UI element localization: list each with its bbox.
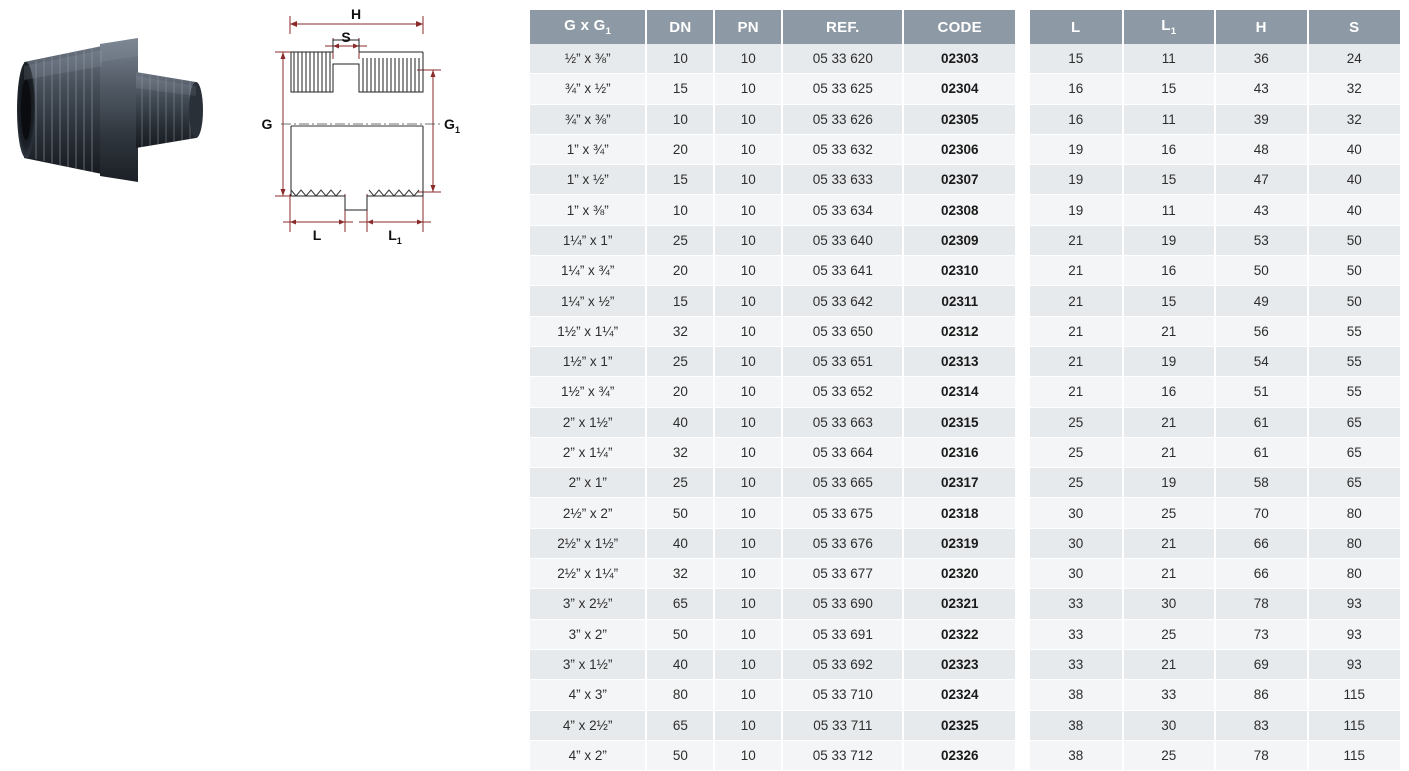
left-cell-r17-c2: 10 — [714, 559, 782, 589]
table-row — [1030, 468, 1400, 498]
left-cell-r22-c3: 05 33 711 — [782, 710, 903, 740]
left-cell-r10-c2: 10 — [714, 346, 782, 376]
left-cell-r0-c1: 10 — [646, 44, 714, 74]
left-cell-r14-c0: 2” x 1” — [530, 468, 646, 498]
left-cell-r9-c2: 10 — [714, 316, 782, 346]
right-cell-r20-c1: 21 — [1123, 649, 1216, 679]
left-cell-r23-c4: 02326 — [903, 740, 1015, 770]
left-cell-r22-c2: 10 — [714, 710, 782, 740]
right-cell-r13-c1: 21 — [1123, 437, 1216, 467]
left-cell-r3-c3: 05 33 632 — [782, 134, 903, 164]
left-cell-r4-c3: 05 33 633 — [782, 165, 903, 195]
table-row — [1030, 710, 1400, 740]
right-cell-r19-c1: 25 — [1123, 619, 1216, 649]
right-cell-r6-c1: 19 — [1123, 225, 1216, 255]
left-cell-r6-c1: 25 — [646, 225, 714, 255]
left-cell-r15-c2: 10 — [714, 498, 782, 528]
left-cell-r10-c3: 05 33 651 — [782, 346, 903, 376]
table-row — [530, 346, 1015, 376]
right-cell-r23-c1: 25 — [1123, 740, 1216, 770]
right-cell-r7-c0: 21 — [1030, 256, 1123, 286]
left-cell-r11-c3: 05 33 652 — [782, 377, 903, 407]
left-cell-r19-c2: 10 — [714, 619, 782, 649]
table-row — [1030, 559, 1400, 589]
right-cell-r23-c0: 38 — [1030, 740, 1123, 770]
right-cell-r0-c1: 11 — [1123, 44, 1216, 74]
left-cell-r15-c1: 50 — [646, 498, 714, 528]
right-cell-r18-c3: 93 — [1308, 589, 1401, 619]
right-cell-r2-c0: 16 — [1030, 104, 1123, 134]
left-cell-r11-c4: 02314 — [903, 377, 1015, 407]
right-cell-r0-c3: 24 — [1308, 44, 1401, 74]
right-cell-r5-c0: 19 — [1030, 195, 1123, 225]
right-cell-r13-c2: 61 — [1215, 437, 1308, 467]
left-cell-r17-c4: 02320 — [903, 559, 1015, 589]
table-right — [1030, 10, 1400, 771]
right-cell-r4-c2: 47 — [1215, 165, 1308, 195]
table-row — [1030, 528, 1400, 558]
right-cell-r4-c1: 15 — [1123, 165, 1216, 195]
right-cell-r3-c3: 40 — [1308, 134, 1401, 164]
left-cell-r6-c3: 05 33 640 — [782, 225, 903, 255]
table-row — [530, 528, 1015, 558]
left-cell-r0-c4: 02303 — [903, 44, 1015, 74]
left-cell-r16-c1: 40 — [646, 528, 714, 558]
left-cell-r19-c3: 05 33 691 — [782, 619, 903, 649]
right-cell-r8-c3: 50 — [1308, 286, 1401, 316]
right-cell-r10-c2: 54 — [1215, 346, 1308, 376]
left-cell-r20-c4: 02323 — [903, 649, 1015, 679]
left-cell-r9-c4: 02312 — [903, 316, 1015, 346]
right-cell-r14-c3: 65 — [1308, 468, 1401, 498]
table-row — [530, 316, 1015, 346]
left-cell-r3-c2: 10 — [714, 134, 782, 164]
table-row — [1030, 619, 1400, 649]
dim-label-L: L — [312, 227, 322, 243]
right-cell-r22-c0: 38 — [1030, 710, 1123, 740]
left-col-header-2: PN — [714, 10, 782, 44]
table-row — [1030, 740, 1400, 770]
right-cell-r19-c3: 93 — [1308, 619, 1401, 649]
right-cell-r8-c1: 15 — [1123, 286, 1216, 316]
left-cell-r7-c1: 20 — [646, 256, 714, 286]
right-cell-r17-c3: 80 — [1308, 559, 1401, 589]
table-right-header-row — [1030, 10, 1400, 44]
left-cell-r3-c0: 1” x ¾” — [530, 134, 646, 164]
right-cell-r18-c0: 33 — [1030, 589, 1123, 619]
table-row — [530, 468, 1015, 498]
product-photo — [10, 10, 230, 210]
table-row — [1030, 256, 1400, 286]
left-cell-r10-c4: 02313 — [903, 346, 1015, 376]
left-cell-r0-c2: 10 — [714, 44, 782, 74]
dim-label-L1: $L_1$ — [388, 227, 402, 246]
right-cell-r5-c2: 43 — [1215, 195, 1308, 225]
right-cell-r6-c2: 53 — [1215, 225, 1308, 255]
left-cell-r12-c2: 10 — [714, 407, 782, 437]
left-col-header-0: G x $G_1$ — [530, 10, 646, 44]
dim-label-H: H — [350, 6, 362, 22]
right-cell-r3-c0: 19 — [1030, 134, 1123, 164]
table-row — [530, 225, 1015, 255]
right-cell-r8-c2: 49 — [1215, 286, 1308, 316]
right-cell-r21-c0: 38 — [1030, 680, 1123, 710]
right-cell-r15-c3: 80 — [1308, 498, 1401, 528]
table-row — [530, 498, 1015, 528]
left-cell-r21-c0: 4” x 3” — [530, 680, 646, 710]
left-cell-r20-c1: 40 — [646, 649, 714, 679]
right-cell-r20-c0: 33 — [1030, 649, 1123, 679]
right-cell-r9-c3: 55 — [1308, 316, 1401, 346]
right-cell-r22-c3: 115 — [1308, 710, 1401, 740]
right-cell-r13-c0: 25 — [1030, 437, 1123, 467]
left-cell-r8-c4: 02311 — [903, 286, 1015, 316]
left-cell-r19-c0: 3” x 2” — [530, 619, 646, 649]
right-cell-r6-c0: 21 — [1030, 225, 1123, 255]
right-cell-r1-c3: 32 — [1308, 74, 1401, 104]
left-cell-r23-c3: 05 33 712 — [782, 740, 903, 770]
left-cell-r10-c0: 1½” x 1” — [530, 346, 646, 376]
right-cell-r4-c3: 40 — [1308, 165, 1401, 195]
table-row — [1030, 104, 1400, 134]
table-row — [1030, 74, 1400, 104]
right-cell-r17-c2: 66 — [1215, 559, 1308, 589]
dim-label-G1: $G_1$ — [444, 116, 460, 135]
right-cell-r0-c0: 15 — [1030, 44, 1123, 74]
right-cell-r19-c2: 73 — [1215, 619, 1308, 649]
right-cell-r10-c1: 19 — [1123, 346, 1216, 376]
left-cell-r20-c2: 10 — [714, 649, 782, 679]
right-col-header-1: $L_1$ — [1123, 10, 1216, 44]
left-cell-r23-c2: 10 — [714, 740, 782, 770]
left-cell-r13-c1: 32 — [646, 437, 714, 467]
table-row — [1030, 589, 1400, 619]
table-row — [530, 195, 1015, 225]
right-cell-r14-c0: 25 — [1030, 468, 1123, 498]
left-cell-r23-c1: 50 — [646, 740, 714, 770]
dim-label-G: G — [261, 116, 273, 132]
table-row — [530, 44, 1015, 74]
right-cell-r20-c3: 93 — [1308, 649, 1401, 679]
right-cell-r1-c2: 43 — [1215, 74, 1308, 104]
right-cell-r0-c2: 36 — [1215, 44, 1308, 74]
right-cell-r11-c2: 51 — [1215, 377, 1308, 407]
table-row — [530, 649, 1015, 679]
left-cell-r18-c0: 3” x 2½” — [530, 589, 646, 619]
left-cell-r7-c2: 10 — [714, 256, 782, 286]
left-cell-r19-c1: 50 — [646, 619, 714, 649]
left-cell-r13-c3: 05 33 664 — [782, 437, 903, 467]
table-row — [530, 680, 1015, 710]
right-cell-r3-c2: 48 — [1215, 134, 1308, 164]
right-cell-r5-c1: 11 — [1123, 195, 1216, 225]
left-cell-r3-c1: 20 — [646, 134, 714, 164]
right-cell-r1-c1: 15 — [1123, 74, 1216, 104]
table-row — [530, 74, 1015, 104]
right-cell-r16-c2: 66 — [1215, 528, 1308, 558]
right-cell-r11-c1: 16 — [1123, 377, 1216, 407]
table-row — [1030, 44, 1400, 74]
left-cell-r5-c2: 10 — [714, 195, 782, 225]
left-cell-r0-c3: 05 33 620 — [782, 44, 903, 74]
table-row — [530, 377, 1015, 407]
left-cell-r4-c4: 02307 — [903, 165, 1015, 195]
right-cell-r19-c0: 33 — [1030, 619, 1123, 649]
left-cell-r12-c0: 2” x 1½” — [530, 407, 646, 437]
right-col-header-0: L — [1030, 10, 1123, 44]
left-cell-r12-c1: 40 — [646, 407, 714, 437]
right-cell-r21-c1: 33 — [1123, 680, 1216, 710]
right-cell-r17-c0: 30 — [1030, 559, 1123, 589]
left-cell-r14-c1: 25 — [646, 468, 714, 498]
left-cell-r14-c2: 10 — [714, 468, 782, 498]
technical-drawing — [245, 4, 495, 254]
left-cell-r2-c3: 05 33 626 — [782, 104, 903, 134]
right-cell-r11-c0: 21 — [1030, 377, 1123, 407]
right-cell-r21-c3: 115 — [1308, 680, 1401, 710]
right-cell-r16-c3: 80 — [1308, 528, 1401, 558]
right-col-header-2: H — [1215, 10, 1308, 44]
table-right-head — [1030, 10, 1400, 44]
right-cell-r15-c2: 70 — [1215, 498, 1308, 528]
table-row — [1030, 498, 1400, 528]
right-cell-r6-c3: 50 — [1308, 225, 1401, 255]
left-cell-r6-c0: 1¼” x 1” — [530, 225, 646, 255]
right-cell-r5-c3: 40 — [1308, 195, 1401, 225]
left-cell-r5-c3: 05 33 634 — [782, 195, 903, 225]
left-cell-r16-c0: 2½” x 1½” — [530, 528, 646, 558]
left-cell-r7-c4: 02310 — [903, 256, 1015, 286]
left-cell-r1-c4: 02304 — [903, 74, 1015, 104]
right-cell-r7-c2: 50 — [1215, 256, 1308, 286]
table-row — [1030, 316, 1400, 346]
right-col-header-3: S — [1308, 10, 1401, 44]
table-row — [530, 407, 1015, 437]
left-cell-r17-c0: 2½” x 1¼” — [530, 559, 646, 589]
table-row — [1030, 649, 1400, 679]
left-cell-r5-c4: 02308 — [903, 195, 1015, 225]
right-cell-r18-c1: 30 — [1123, 589, 1216, 619]
table-left-head — [530, 10, 1015, 44]
left-cell-r8-c3: 05 33 642 — [782, 286, 903, 316]
left-cell-r22-c0: 4” x 2½” — [530, 710, 646, 740]
left-cell-r7-c3: 05 33 641 — [782, 256, 903, 286]
table-row — [530, 740, 1015, 770]
left-cell-r14-c3: 05 33 665 — [782, 468, 903, 498]
table-row — [530, 559, 1015, 589]
left-cell-r8-c2: 10 — [714, 286, 782, 316]
left-cell-r4-c0: 1” x ½” — [530, 165, 646, 195]
left-cell-r9-c0: 1½” x 1¼” — [530, 316, 646, 346]
left-cell-r1-c1: 15 — [646, 74, 714, 104]
left-cell-r2-c0: ¾” x ⅜” — [530, 104, 646, 134]
right-cell-r4-c0: 19 — [1030, 165, 1123, 195]
left-cell-r13-c4: 02316 — [903, 437, 1015, 467]
table-left-body — [530, 44, 1015, 771]
left-cell-r1-c2: 10 — [714, 74, 782, 104]
right-cell-r21-c2: 86 — [1215, 680, 1308, 710]
left-cell-r23-c0: 4” x 2” — [530, 740, 646, 770]
table-left-header-row — [530, 10, 1015, 44]
left-cell-r5-c1: 10 — [646, 195, 714, 225]
left-cell-r13-c2: 10 — [714, 437, 782, 467]
left-cell-r17-c1: 32 — [646, 559, 714, 589]
right-cell-r23-c2: 78 — [1215, 740, 1308, 770]
table-left — [530, 10, 1015, 771]
left-cell-r12-c3: 05 33 663 — [782, 407, 903, 437]
right-cell-r12-c3: 65 — [1308, 407, 1401, 437]
right-cell-r1-c0: 16 — [1030, 74, 1123, 104]
table-row — [1030, 407, 1400, 437]
right-cell-r23-c3: 115 — [1308, 740, 1401, 770]
left-cell-r16-c2: 10 — [714, 528, 782, 558]
right-cell-r16-c0: 30 — [1030, 528, 1123, 558]
right-cell-r22-c2: 83 — [1215, 710, 1308, 740]
table-row — [1030, 195, 1400, 225]
left-col-header-3: REF. — [782, 10, 903, 44]
left-cell-r9-c3: 05 33 650 — [782, 316, 903, 346]
left-cell-r4-c2: 10 — [714, 165, 782, 195]
left-cell-r5-c0: 1” x ⅜” — [530, 195, 646, 225]
left-cell-r18-c3: 05 33 690 — [782, 589, 903, 619]
right-cell-r15-c0: 30 — [1030, 498, 1123, 528]
right-cell-r3-c1: 16 — [1123, 134, 1216, 164]
dimensions-table-left — [530, 10, 1015, 771]
table-row — [1030, 165, 1400, 195]
dim-label-S: S — [341, 29, 351, 45]
right-cell-r2-c2: 39 — [1215, 104, 1308, 134]
table-row — [530, 104, 1015, 134]
left-cell-r6-c4: 02309 — [903, 225, 1015, 255]
right-cell-r14-c2: 58 — [1215, 468, 1308, 498]
left-cell-r13-c0: 2” x 1¼” — [530, 437, 646, 467]
table-row — [1030, 437, 1400, 467]
table-row — [1030, 377, 1400, 407]
left-cell-r21-c4: 02324 — [903, 680, 1015, 710]
left-cell-r11-c1: 20 — [646, 377, 714, 407]
right-cell-r8-c0: 21 — [1030, 286, 1123, 316]
right-cell-r7-c3: 50 — [1308, 256, 1401, 286]
table-right-body — [1030, 44, 1400, 771]
left-cell-r18-c1: 65 — [646, 589, 714, 619]
left-cell-r2-c1: 10 — [646, 104, 714, 134]
left-cell-r1-c0: ¾” x ½” — [530, 74, 646, 104]
right-cell-r18-c2: 78 — [1215, 589, 1308, 619]
left-cell-r11-c2: 10 — [714, 377, 782, 407]
left-cell-r22-c4: 02325 — [903, 710, 1015, 740]
left-cell-r15-c0: 2½” x 2” — [530, 498, 646, 528]
left-col-header-4: CODE — [903, 10, 1015, 44]
table-row — [530, 437, 1015, 467]
left-cell-r11-c0: 1½” x ¾” — [530, 377, 646, 407]
right-cell-r2-c1: 11 — [1123, 104, 1216, 134]
left-cell-r17-c3: 05 33 677 — [782, 559, 903, 589]
left-cell-r15-c4: 02318 — [903, 498, 1015, 528]
left-cell-r20-c0: 3” x 1½” — [530, 649, 646, 679]
table-row — [530, 134, 1015, 164]
right-cell-r16-c1: 21 — [1123, 528, 1216, 558]
table-row — [530, 710, 1015, 740]
left-cell-r21-c1: 80 — [646, 680, 714, 710]
left-cell-r7-c0: 1¼” x ¾” — [530, 256, 646, 286]
dimensions-table-right — [1030, 10, 1400, 771]
left-cell-r22-c1: 65 — [646, 710, 714, 740]
table-row — [530, 589, 1015, 619]
left-cell-r16-c4: 02319 — [903, 528, 1015, 558]
right-cell-r17-c1: 21 — [1123, 559, 1216, 589]
table-row — [530, 165, 1015, 195]
left-cell-r9-c1: 32 — [646, 316, 714, 346]
right-cell-r10-c3: 55 — [1308, 346, 1401, 376]
left-cell-r20-c3: 05 33 692 — [782, 649, 903, 679]
left-cell-r6-c2: 10 — [714, 225, 782, 255]
table-row — [530, 286, 1015, 316]
right-cell-r10-c0: 21 — [1030, 346, 1123, 376]
right-cell-r15-c1: 25 — [1123, 498, 1216, 528]
right-cell-r12-c0: 25 — [1030, 407, 1123, 437]
right-cell-r11-c3: 55 — [1308, 377, 1401, 407]
right-cell-r9-c1: 21 — [1123, 316, 1216, 346]
left-cell-r16-c3: 05 33 676 — [782, 528, 903, 558]
left-cell-r8-c1: 15 — [646, 286, 714, 316]
table-row — [1030, 346, 1400, 376]
left-cell-r4-c1: 15 — [646, 165, 714, 195]
table-row — [1030, 286, 1400, 316]
right-cell-r9-c0: 21 — [1030, 316, 1123, 346]
right-cell-r12-c2: 61 — [1215, 407, 1308, 437]
left-cell-r14-c4: 02317 — [903, 468, 1015, 498]
left-cell-r12-c4: 02315 — [903, 407, 1015, 437]
left-cell-r21-c3: 05 33 710 — [782, 680, 903, 710]
table-row — [1030, 225, 1400, 255]
right-cell-r22-c1: 30 — [1123, 710, 1216, 740]
right-cell-r13-c3: 65 — [1308, 437, 1401, 467]
left-cell-r19-c4: 02322 — [903, 619, 1015, 649]
table-row — [1030, 680, 1400, 710]
left-col-header-1: DN — [646, 10, 714, 44]
right-cell-r7-c1: 16 — [1123, 256, 1216, 286]
left-cell-r0-c0: ½” x ⅜” — [530, 44, 646, 74]
table-row — [530, 619, 1015, 649]
left-cell-r1-c3: 05 33 625 — [782, 74, 903, 104]
left-cell-r2-c4: 02305 — [903, 104, 1015, 134]
left-cell-r15-c3: 05 33 675 — [782, 498, 903, 528]
right-cell-r2-c3: 32 — [1308, 104, 1401, 134]
right-cell-r9-c2: 56 — [1215, 316, 1308, 346]
right-cell-r14-c1: 19 — [1123, 468, 1216, 498]
table-row — [1030, 134, 1400, 164]
left-cell-r8-c0: 1¼” x ½” — [530, 286, 646, 316]
left-cell-r18-c4: 02321 — [903, 589, 1015, 619]
right-cell-r20-c2: 69 — [1215, 649, 1308, 679]
left-cell-r18-c2: 10 — [714, 589, 782, 619]
table-row — [530, 256, 1015, 286]
right-cell-r12-c1: 21 — [1123, 407, 1216, 437]
left-cell-r10-c1: 25 — [646, 346, 714, 376]
left-cell-r2-c2: 10 — [714, 104, 782, 134]
left-cell-r21-c2: 10 — [714, 680, 782, 710]
left-cell-r3-c4: 02306 — [903, 134, 1015, 164]
